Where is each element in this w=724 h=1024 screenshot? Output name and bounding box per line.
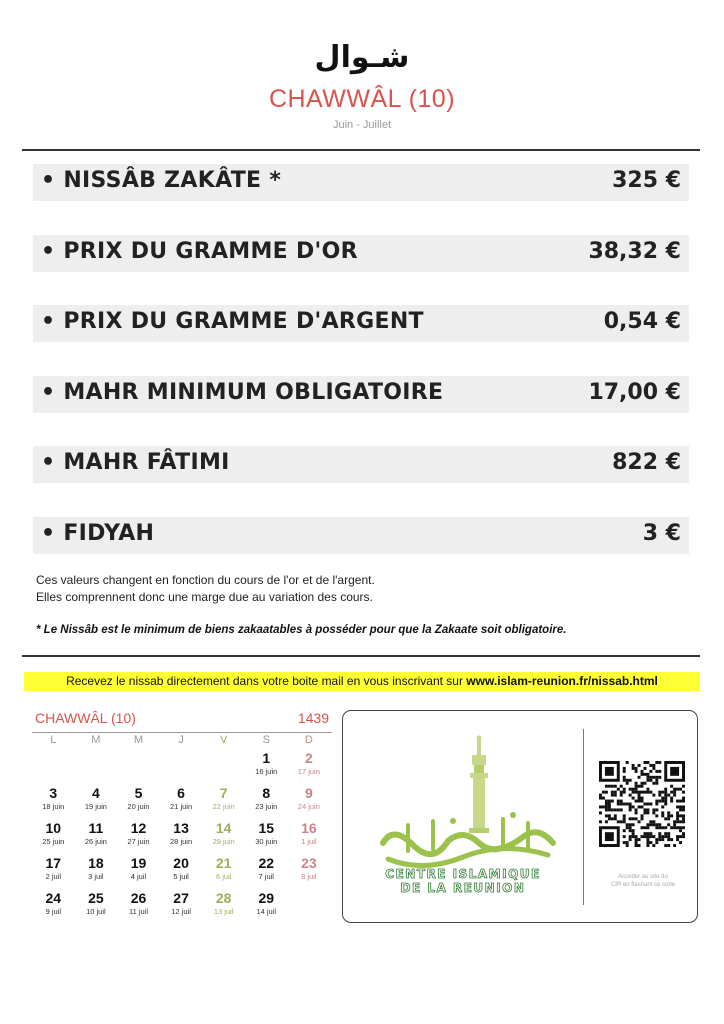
gregorian-date: 1 juil [301,837,317,846]
calendar-day [117,852,160,887]
rate-row [33,235,689,272]
rate-value: 0,54 € [603,309,681,334]
calendar-day [160,817,203,852]
calendar-day [32,887,75,922]
hijri-day: 9 [304,785,313,801]
weekday-header: L [50,734,57,746]
card-divider [583,729,584,905]
hijri-day: 17 [45,855,62,871]
hijri-day: 1 [262,750,271,766]
gregorian-date: 25 juin [42,837,65,846]
rate-label: • PRIX DU GRAMME D'ARGENT [41,309,424,334]
gregorian-date: 22 juin [212,802,235,811]
gregorian-date: 3 juil [88,872,104,881]
qr-caption [595,873,691,889]
rate-row [33,376,689,413]
gregorian-date: 6 juil [215,872,232,881]
hijri-day [288,887,331,889]
calendar-day [288,887,331,922]
calendar-day [288,782,331,817]
gregorian-date: 29 juin [212,837,235,846]
calendar-day [245,852,288,887]
rate-row [33,517,689,554]
gregorian-date: 11 juil [128,907,148,916]
rates-list [33,164,689,587]
qr-caption-line-1: Accéder au site du [618,874,668,880]
calendar-day [75,747,118,782]
gregorian-date: 16 juin [255,767,278,776]
hijri-day: 23 [301,855,317,871]
weekday-header: J [178,734,184,746]
gregorian-date: 28 juin [170,837,193,846]
hijri-day: 14 [215,820,232,836]
gregorian-date: 27 juin [127,837,150,846]
calendar-header [32,708,332,730]
calendar-day [117,782,160,817]
rate-label: • PRIX DU GRAMME D'OR [41,238,358,264]
hijri-day [160,747,203,749]
calendar-day [160,782,203,817]
banner-link[interactable]: www.islam-reunion.fr/nissab.html [466,674,658,688]
calendar-day [32,782,75,817]
hijri-day: 28 [215,890,232,906]
top-divider [22,149,700,151]
rate-label: • FIDYAH [41,520,155,546]
hijri-day: 22 [258,855,275,871]
calendar-day [75,782,118,817]
gregorian-date: 2 juil [45,872,62,881]
calendar-day [117,817,160,852]
weekday-header: S [262,734,270,746]
calendar-day [75,887,118,922]
calendar-day [245,817,288,852]
hijri-day: 6 [177,785,185,801]
gregorian-date: 5 juil [173,872,189,881]
gregorian-date: 26 juin [84,837,107,846]
hijri-day: 15 [258,820,275,836]
notes [36,572,696,606]
organization-name-line-1: CENTRE ISLAMIQUE [385,867,541,881]
gregorian-date: 8 juil [301,872,317,881]
rate-value: 822 € [612,450,681,475]
hijri-day [75,747,118,749]
gregorian-date: 9 juil [45,907,62,916]
gregorian-date: 17 juin [297,767,320,776]
gregorian-date: 14 juil [256,907,277,916]
calendar-year: 1439 [297,710,329,726]
calendar-day [117,747,160,782]
hijri-day: 27 [173,890,189,906]
nissab-footnote: * Le Nissâb est le minimum de biens zakaatables à posséder pour que la Zakaate soit obligatoire. [36,624,567,636]
gregorian-date: 18 juin [42,802,65,811]
gregorian-date: 19 juin [84,802,107,811]
calendar-day [32,852,75,887]
rate-value: 3 € [642,520,681,546]
calendar-day [202,817,245,852]
rate-label: • NISSÂB ZAKÂTE * [41,168,282,193]
calendar-day [202,852,245,887]
gregorian-date: 7 juil [258,872,274,881]
hijri-day: 3 [49,785,58,801]
qr-code-icon[interactable] [599,761,685,847]
gregorian-date: 4 juil [130,872,147,881]
organization-name-line-2: DE LA REUNION [400,881,526,895]
note-line-1: Ces valeurs changent en fonction du cours de l'or et de l'argent. [36,573,375,587]
hijri-day: 29 [258,890,275,906]
rate-value: 17,00 € [588,379,681,405]
hijri-day: 5 [134,785,143,801]
gregorian-date: 20 juin [127,802,150,811]
calendar-grid [32,733,332,922]
hijri-day: 2 [304,750,313,766]
calendar-day [202,747,245,782]
weekday-header: M [91,734,101,746]
hijri-day: 16 [301,820,317,836]
organization-card [342,710,698,923]
gregorian-date: 12 juil [171,907,191,916]
rate-label: • MAHR MINIMUM OBLIGATOIRE [41,379,444,405]
month-title: CHAWWÂL (10) [268,85,456,113]
hijri-day: 10 [45,820,62,836]
gregorian-date: 13 juil [213,907,234,916]
calendar-day [160,747,203,782]
hijri-day: 24 [45,890,62,906]
calendar-day [75,852,118,887]
rate-value: 38,32 € [588,238,681,264]
calendar-day [245,782,288,817]
rate-row [33,446,689,483]
hijri-day: 4 [91,785,100,801]
rate-row [33,305,689,342]
hijri-day: 19 [130,855,147,871]
hijri-day: 26 [130,890,147,906]
hijri-day [117,747,160,749]
calendar-day [202,887,245,922]
hijri-day [202,747,245,749]
gregorian-date: 30 juin [255,837,278,846]
calendar-day [117,887,160,922]
calendar-day [288,817,331,852]
month-subtitle: Juin - Juillet [332,119,392,131]
subscribe-banner [24,672,700,691]
gregorian-date: 21 juin [170,802,193,811]
hijri-day [32,747,75,749]
calendar-day [75,817,118,852]
calendar-day [245,887,288,922]
rate-value: 325 € [612,168,681,193]
weekday-header: M [133,734,144,746]
calendar-day [288,852,331,887]
hijri-day: 11 [88,820,104,836]
qr-caption-line-2: CIR en flashant ce code [610,882,676,888]
arabic-month-title: شـوال [314,40,410,75]
gregorian-date: 10 juil [86,907,106,916]
hijri-day: 25 [88,890,104,906]
organization-name [343,867,583,895]
hijri-day: 12 [130,820,147,836]
note-line-2: Elles comprennent donc une marge due au variation des cours. [36,590,373,604]
hijri-day: 20 [173,855,189,871]
rate-row [33,164,689,201]
hijri-day: 18 [88,855,104,871]
calendar-day [202,782,245,817]
calendar-day [32,747,75,782]
hijri-day: 8 [262,785,271,801]
calendar-day [160,887,203,922]
banner-text: Recevez le nissab directement dans votre boite mail en vous inscrivant sur [66,674,467,688]
page-header [0,38,724,131]
gregorian-date: 24 juin [297,802,320,811]
hijri-day: 7 [219,785,228,801]
weekday-header: V [220,734,228,746]
calendar-day [32,817,75,852]
middle-divider [22,655,700,657]
calendar-month: CHAWWÂL (10) [35,710,136,726]
rate-label: • MAHR FÂTIMI [41,450,230,475]
hijri-day: 21 [215,855,232,871]
hijri-day: 13 [173,820,189,836]
calendar-day [245,747,288,782]
calendar [32,708,332,922]
weekday-header: D [304,734,313,746]
calendar-day [160,852,203,887]
calendar-day [288,747,331,782]
gregorian-date: 23 juin [255,802,278,811]
